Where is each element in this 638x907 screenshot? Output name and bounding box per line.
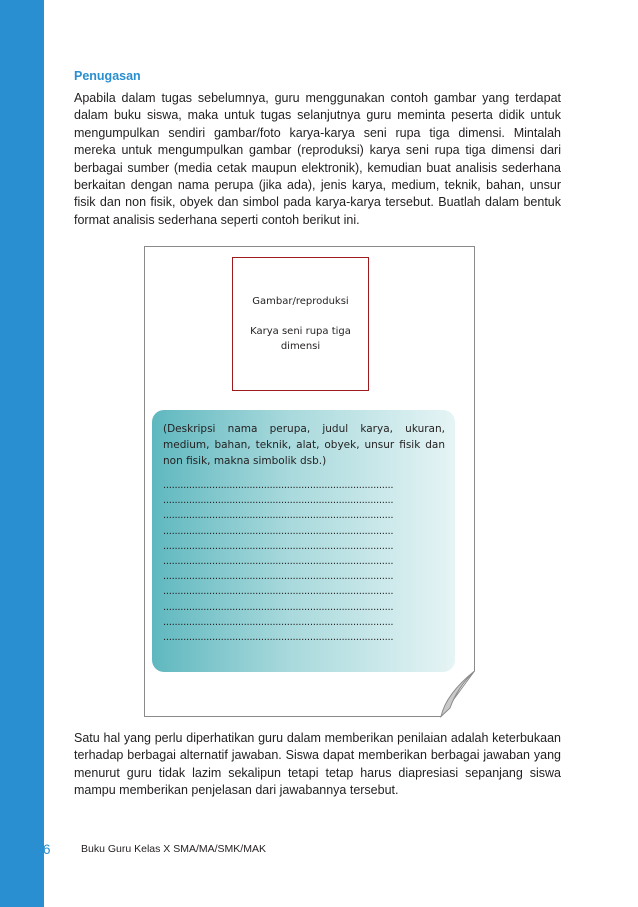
side-color-bar [0, 0, 44, 907]
frame-label: Gambar/reproduksi [252, 296, 349, 307]
picture-frame [232, 257, 369, 391]
dotted-line: ................................................................................ [163, 495, 394, 507]
dotted-line: ................................................................................ [163, 510, 394, 522]
dotted-line: ................................................................................ [163, 632, 394, 644]
dotted-line: ................................................................................ [163, 571, 394, 583]
dotted-line: ................................................................................ [163, 601, 394, 613]
footer-book-title: Buku Guru Kelas X SMA/MA/SMK/MAK [81, 843, 266, 855]
page-number: 36 [35, 841, 51, 857]
frame-caption: Karya seni rupa tiga dimensi [250, 326, 351, 352]
dotted-line: ................................................................................ [163, 480, 394, 491]
closing-paragraph: Satu hal yang perlu diperhatikan guru dalam memberikan penilaian adalah keterbukaan terhadap berbagai alternatif jawaban. Siswa dapat memberikan berbagai jawaban yang menurut guru tidak lazim sekalipun tetapi tetap harus diapresiasi sepanjang siswa mampu memberikan penjelasan dari jawabannya tersebut. [74, 731, 561, 798]
dotted-lines [163, 478, 445, 645]
description-text: (Deskripsi nama perupa, judul karya, ukuran, medium, bahan, teknik, alat, obyek, unsur fisik dan non fisik, makna simbolik dsb.) [163, 423, 445, 467]
dotted-line: ................................................................................ [163, 616, 394, 628]
dotted-line: ................................................................................ [163, 556, 394, 568]
intro-paragraph: Apabila dalam tugas sebelumnya, guru menggunakan contoh gambar yang terdapat dalam buku siswa, maka untuk tugas selanjutnya guru meminta peserta didik untuk mengumpulkan sendiri gambar/foto karya-karya seni rupa tiga dimensi. Mintalah mereka untuk mengumpulkan gambar (reproduksi) karya seni rupa tiga dimensi dari berbagai sumber (media cetak maupun elektronik), kemudian buat analisis sederhana berkaitan dengan nama perupa (jika ada), jenis karya, medium, teknik, bahan, unsur fisik dan non fisik, obyek dan simbol pada karya-karya tersebut. Buatlah dalam bentuk format analisis sederhana seperti contoh berikut ini. [74, 91, 561, 227]
dotted-line: ................................................................................ [163, 525, 394, 537]
dotted-line: ................................................................................ [163, 540, 394, 552]
dotted-line: ................................................................................ [163, 586, 394, 598]
description-box [152, 410, 455, 672]
section-heading: Penugasan [74, 69, 141, 83]
